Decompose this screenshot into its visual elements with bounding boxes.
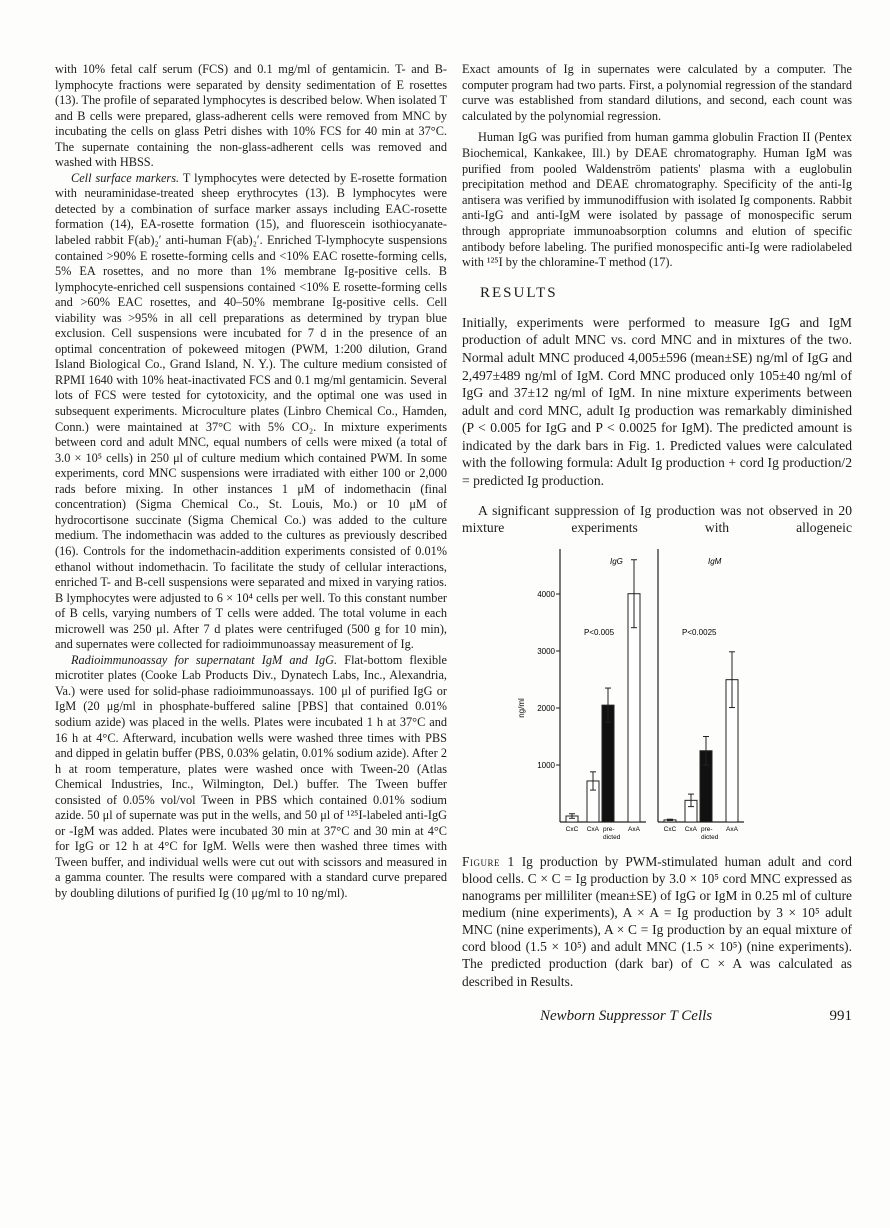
x-tick-label: pre- — [603, 825, 615, 833]
x-tick-label: dicted — [603, 833, 621, 841]
paragraph — [55, 653, 447, 902]
caption-label: Figure 1 — [462, 853, 515, 869]
y-tick-label: 2000 — [537, 703, 555, 713]
y-axis-label: ng/ml — [517, 698, 526, 718]
y-tick-label: 3000 — [537, 646, 555, 656]
x-tick-label: CxA — [684, 825, 697, 833]
p-value-annotation: P<0.005 — [584, 627, 615, 637]
results-section — [462, 314, 852, 537]
x-tick-label: AxA — [628, 825, 640, 833]
panel-title: IgG — [610, 556, 623, 566]
x-tick-label: dicted — [701, 833, 719, 841]
caption-text: Ig production by PWM-stimulated human adult and cord blood cells. C × C = Ig production by 3.0 × 10⁵ cord MNC expressed as nanograms per milliliter (mean±SE) of IgG or IgM in 0.25 ml of culture medium (nine experiments), A × A = Ig production by 3 × 10⁵ adult MNC (nine experiments), A × C = Ig production by an equal mixture of cord blood (1.5 × 10⁵) and adult MNC (1.5 × 10⁵) (nine experiments). The predicted production (dark bar) of C × A was calculated as described in Results. — [462, 853, 852, 989]
paragraph: with 10% fetal calf serum (FCS) and 0.1 mg/ml of gentamicin. T- and B-lymphocyte fractions were separated by density sedimentation of E rosettes (13). The profile of separated lymphocytes is described below. When isolated T and B cells were prepared, glass-adherent cells were removed from MNC by incubating the cells on glass Petri dishes with 10% FCS for 40 min at 37°C. The supernate containing the non-glass-adherent cells was removed and washed with HBSS. — [55, 62, 447, 170]
right-column — [462, 62, 852, 1025]
figure-caption — [462, 853, 852, 990]
running-title: Newborn Suppressor T Cells — [540, 1007, 713, 1024]
page-number: 991 — [829, 1007, 852, 1024]
paragraph — [55, 171, 447, 653]
paragraph-text: T lymphocytes were detected by E-rosette formation with neuraminidase-treated sheep erythrocytes (13). B lymphocytes were detected by a combination of surface marker assays including EAC-rosette formation (14), EA-rosette formation (15), and fluorescein isothiocyanate-labeled rabbit F(ab)₂′ anti-human F(ab)₂′. Enriched T-lymphocyte suspensions contained >90% E rosette-forming cells and <10% EAC rosette-forming cells, 5% EA rosettes, and no more than 1% membrane Ig-positive cells. B lymphocyte-enriched cell suspensions contained <10% E rosette-forming cells and >60% EAC rosettes, and 40–50% membrane Ig-positive cells. Cell viability was >95% in all cell preparations as determined by trypan blue exclusion. Cell suspensions were incubated for 7 d in the presence of an optimal concentration of pokeweed mitogen (PWM, 1:200 dilution, Grand Island Biological Co., Grand Island, N. Y.). The culture medium consisted of RPMI 1640 with 10% heat-inactivated FCS and 0.1 mg/ml gentamicin. Several lots of FCS were tested for cytotoxicity, and the optimal one was used in subsequent experiments. Microculture plates (Linbro Chemical Co., Hamden, Conn.) were maintained at 37°C with 5% CO₂. In mixture experiments between cord and adult MNC, equal numbers of cells were mixed (a total of 3.0 × 10⁵ cells) in 250 μl of culture medium which contained PWM. In some experiments, cord MNC suspensions were irradiated with either 100 or 2,000 rads before mixing. In other instances 1 μM of indomethacin (final concentration) (Sigma Chemical Co., St. Louis, Mo.) or 10 μM of hydrocortisone succinate (Sigma Chemical Co.) was added to the culture medium. The indomethacin was added to the cultures as previously described (16). Controls for the indomethacin-addition experiments consisted of 0.01% ethanol without indomethacin. To facilitate the study of cellular interactions, enriched T- and B-cell suspensions were separated and mixed in varying ratios. B lymphocytes were adjusted to 6 × 10⁴ cells per well. To this constant number of B cells, varying numbers of T cells were added. The total volume in each microwell was 250 μl. After 7 d plates were centrifuged (500 g for 10 min), and supernates were collected for radioimmunoassay measurement of Ig. — [55, 170, 448, 652]
section-heading: RESULTS — [480, 284, 558, 301]
paragraph: Exact amounts of Ig in supernates were calculated by a computer. The computer program had two parts. First, a polynomial regression of the standard curve was established from standard dilutions, and second, each count was calculated by the polynomial regression. — [462, 62, 852, 123]
paragraph: Human IgG was purified from human gamma globulin Fraction II (Pentex Biochemical, Kankakee, Ill.) by DEAE chromatography. Human IgM was purified from pooled Waldenström patients' plasma with a euglobulin precipitation method and DEAE chromatography. Specificity of the anti-Ig antisera was verified by immunodiffusion with isolated Ig components. Rabbit anti-IgG and anti-IgM were isolated by passage of monospecific serum through appropriate immunoabsorption columns and elution of specific antibody before labeling. The purified monospecific anti-Ig were radiolabeled with ¹²⁵I by the chloramine-T method (17). — [462, 130, 852, 270]
paragraph-text: Flat-bottom flexible microtiter plates (Cooke Lab Products Div., Dynatech Labs, Inc., Alexandria, Va.) were used for solid-phase radioimmunoassays. 100 μl of purified IgG or IgM (20 μg/ml in phosphate-buffered saline [PBS] that contained 0.01% sodium azide) was placed in the wells. Plates were incubated 1 h at 37°C and 16 h at 4°C. Afterward, incubation wells were washed three times with PBS and dipped in gelatin buffer (PBS, 0.03% gelatin, 0.01% sodium azide). After 2 h at room temperature, plates were washed once with Tween-20 (Atlas Chemical Industries, Inc., Wilmington, Del.) buffer. The Tween buffer consisted of 0.05% vol/vol Tween in PBS which contained 0.01% sodium azide. 50 μl of supernate was put in the wells, and 50 μl of ¹²⁵I-labeled anti-IgG or -IgM was added. Plates were incubated 30 min at 37°C and 30 min at 4°C for IgG or 12 h at 4°C for IgM. Wells were then washed three times with Tween buffer, and individual wells were cut out with scissors and measured in a gamma counter. The results were compared with a standard curve prepared by doubling dilutions of purified Ig (10 μg/ml to 10 ng/ml). — [55, 652, 447, 900]
y-tick-label: 4000 — [537, 589, 555, 599]
p-value-annotation: P<0.0025 — [682, 627, 717, 637]
run-in-heading: Cell surface markers. — [71, 170, 180, 185]
figure-1-chart — [515, 547, 775, 847]
x-tick-label: CxA — [586, 825, 599, 833]
left-column — [55, 62, 447, 902]
run-in-heading: Radioimmunoassay for supernatant IgM and IgG. — [71, 652, 338, 667]
x-tick-label: pre- — [701, 825, 713, 833]
panel-title: IgM — [708, 556, 722, 566]
paragraph: A significant suppression of Ig production was not observed in 20 mixture experiments with allogeneic — [462, 502, 852, 536]
paragraph: Initially, experiments were performed to measure IgG and IgM production of adult MNC vs. cord MNC and in mixtures of the two. Normal adult MNC produced 4,005±596 (mean±SE) ng/ml of IgG and 2,497±489 ng/ml of IgM. Cord MNC produced only 105±40 ng/ml of IgG and 37±12 ng/ml of IgM. In nine mixture experiments between adult and cord MNC, adult Ig production was remarkably diminished (P < 0.005 for IgG and P < 0.0025 for IgM). The predicted amount is indicated by the dark bars in Fig. 1. Predicted values were calculated with the following formula: Adult Ig production + cord Ig production/2 = predicted Ig production. — [462, 314, 852, 489]
right-column-top — [462, 62, 852, 271]
x-tick-label: CxC — [663, 825, 677, 833]
page-footer — [540, 1008, 852, 1025]
y-tick-label: 1000 — [537, 760, 555, 770]
x-tick-label: AxA — [726, 825, 738, 833]
x-tick-label: CxC — [565, 825, 579, 833]
